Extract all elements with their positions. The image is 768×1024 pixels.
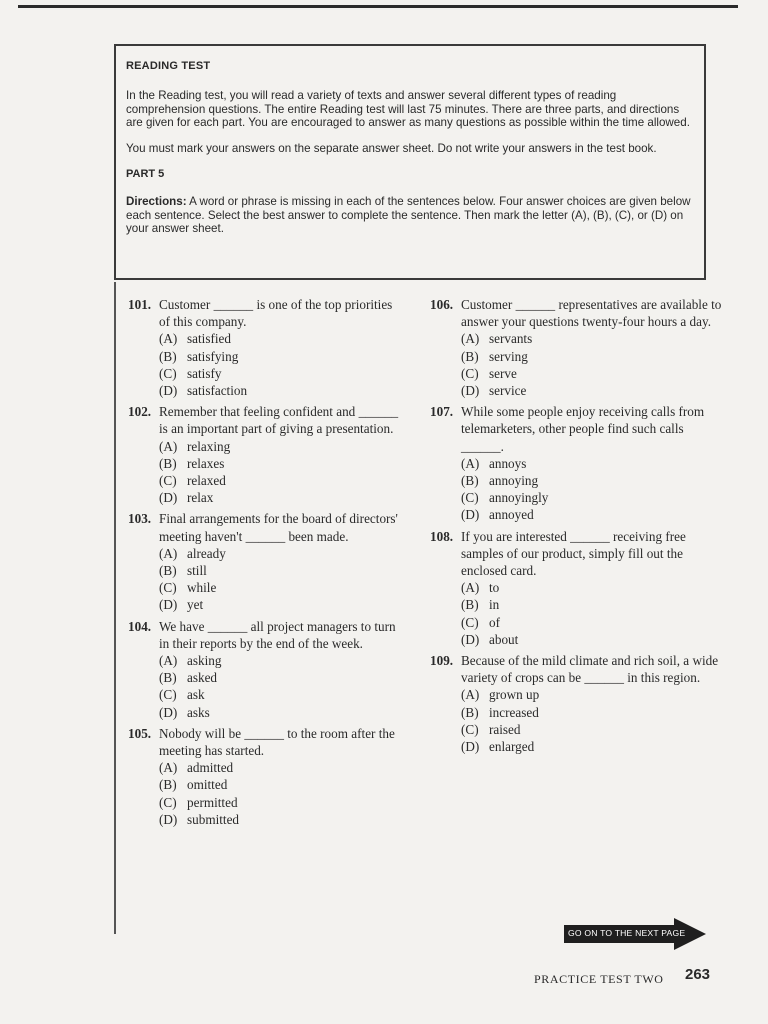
option-letter: (A) bbox=[159, 760, 178, 776]
option bbox=[159, 776, 406, 793]
option-text: service bbox=[489, 383, 527, 399]
option bbox=[159, 652, 406, 669]
option-text: annoyed bbox=[489, 507, 534, 523]
option bbox=[159, 686, 406, 703]
option bbox=[159, 579, 406, 596]
option bbox=[461, 614, 726, 631]
option-letter: (B) bbox=[159, 777, 177, 793]
option-text: serving bbox=[489, 348, 528, 364]
option-text: annoyingly bbox=[489, 490, 549, 506]
option-text: annoying bbox=[489, 473, 539, 489]
answer-options bbox=[461, 686, 726, 755]
option-letter: (A) bbox=[461, 331, 480, 347]
question-107 bbox=[430, 403, 726, 523]
option-text: relax bbox=[187, 490, 214, 506]
option bbox=[461, 472, 726, 489]
directions-label: Directions: bbox=[126, 194, 187, 208]
next-page-label: GO ON TO THE NEXT PAGE bbox=[568, 928, 686, 938]
option bbox=[461, 631, 726, 648]
option bbox=[159, 562, 406, 579]
question-105 bbox=[128, 725, 406, 828]
option-letter: (D) bbox=[159, 704, 178, 720]
question-101 bbox=[128, 296, 406, 399]
option bbox=[461, 686, 726, 703]
question-106 bbox=[430, 296, 726, 399]
option-letter: (C) bbox=[461, 365, 479, 381]
option-letter: (A) bbox=[461, 580, 480, 596]
option-text: already bbox=[187, 545, 226, 561]
option bbox=[159, 455, 406, 472]
option bbox=[159, 811, 406, 828]
option bbox=[159, 704, 406, 721]
answer-options bbox=[461, 330, 726, 399]
answer-options bbox=[159, 545, 406, 614]
option-text: increased bbox=[489, 704, 539, 720]
option-letter: (A) bbox=[159, 653, 178, 669]
option-text: enlarged bbox=[489, 739, 535, 755]
question-104 bbox=[128, 618, 406, 721]
option bbox=[159, 545, 406, 562]
question-stem: Nobody will be ______ to the room after the meeting has started. bbox=[159, 725, 395, 759]
questions-column-left bbox=[128, 296, 406, 832]
option-text: in bbox=[489, 597, 500, 613]
option-letter: (B) bbox=[159, 670, 177, 686]
option-letter: (B) bbox=[159, 455, 177, 471]
option-letter: (D) bbox=[159, 383, 178, 399]
option bbox=[159, 365, 406, 382]
option-letter: (A) bbox=[159, 331, 178, 347]
option-letter: (A) bbox=[461, 687, 480, 703]
option-letter: (C) bbox=[159, 580, 177, 596]
question-stem: Customer ______ representatives are available to answer your questions twenty-four hours a day. bbox=[461, 297, 722, 330]
question-stem: We have ______ all project managers to turn in their reports by the end of the week. bbox=[159, 618, 396, 651]
option-text: relaxed bbox=[187, 473, 226, 489]
answer-options bbox=[159, 438, 406, 507]
option-letter: (C) bbox=[159, 473, 177, 489]
option-text: about bbox=[489, 631, 519, 647]
option-text: satisfaction bbox=[187, 383, 248, 399]
option-letter: (D) bbox=[461, 631, 480, 647]
option-text: asks bbox=[187, 704, 210, 720]
option-text: relaxes bbox=[187, 455, 225, 471]
option-text: yet bbox=[187, 597, 204, 613]
option bbox=[461, 348, 726, 365]
option-letter: (B) bbox=[461, 473, 479, 489]
option-text: still bbox=[187, 563, 207, 579]
option bbox=[159, 330, 406, 347]
question-stem: Customer ______ is one of the top priorities of this company. bbox=[159, 297, 393, 330]
question-number: 106. bbox=[430, 297, 454, 312]
option-letter: (C) bbox=[461, 614, 479, 630]
question-102 bbox=[128, 403, 406, 506]
option bbox=[461, 738, 726, 755]
directions-text: A word or phrase is missing in each of the sentences below. Four answer choices are given below each sentence. Select the best answer to complete the sentence. Then mark the letter (A), (B), (C), or (D) on your answer sheet. bbox=[126, 194, 691, 236]
option bbox=[159, 382, 406, 399]
option bbox=[159, 489, 406, 506]
part-title: PART 5 bbox=[126, 167, 165, 180]
answer-options bbox=[159, 759, 406, 828]
option-letter: (D) bbox=[159, 490, 178, 506]
left-margin-rule bbox=[114, 282, 116, 934]
question-stem: Final arrangements for the board of directors' meeting haven't ______ been made. bbox=[159, 511, 398, 544]
question-number: 104. bbox=[128, 618, 152, 634]
option-letter: (C) bbox=[461, 721, 479, 737]
option-letter: (D) bbox=[159, 811, 178, 827]
question-stem: If you are interested ______ receiving free samples of our product, simply fill out the enclosed card. bbox=[461, 528, 686, 579]
question-number: 107. bbox=[430, 404, 454, 420]
option-text: satisfying bbox=[187, 348, 239, 364]
question-stem: Because of the mild climate and rich soil, a wide variety of crops can be ______ in this region. bbox=[461, 653, 719, 686]
option bbox=[461, 704, 726, 721]
option-letter: (A) bbox=[461, 455, 480, 471]
directions-paragraph bbox=[126, 195, 694, 236]
question-stem: Remember that feeling confident and ______ is an important part of giving a presentation. bbox=[159, 404, 399, 437]
option-text: serve bbox=[489, 365, 517, 381]
option-letter: (B) bbox=[461, 597, 479, 613]
option-text: satisfy bbox=[187, 365, 222, 381]
option-letter: (B) bbox=[461, 704, 479, 720]
page-number: 263 bbox=[685, 966, 711, 983]
option bbox=[461, 455, 726, 472]
option bbox=[461, 579, 726, 596]
option bbox=[461, 489, 726, 506]
answer-options bbox=[159, 652, 406, 721]
option bbox=[159, 794, 406, 811]
option bbox=[159, 472, 406, 489]
option bbox=[461, 506, 726, 523]
option-letter: (D) bbox=[159, 597, 178, 613]
top-rule bbox=[18, 5, 738, 8]
option-text: asking bbox=[187, 653, 222, 669]
option-letter: (D) bbox=[461, 383, 480, 399]
question-number: 105. bbox=[128, 725, 152, 741]
option bbox=[461, 382, 726, 399]
intro-paragraph: In the Reading test, you will read a variety of texts and answer several different types of reading comprehension questions. The entire Reading test will last 75 minutes. There are three parts, and directions are given for each part. You are encouraged to answer as many questions as possible within the time allowed. bbox=[126, 88, 690, 130]
option-text: ask bbox=[187, 687, 205, 703]
option bbox=[159, 596, 406, 613]
option bbox=[159, 438, 406, 455]
option bbox=[461, 596, 726, 613]
option-text: annoys bbox=[489, 455, 527, 471]
question-number: 109. bbox=[430, 653, 454, 669]
option-letter: (C) bbox=[159, 687, 177, 703]
option bbox=[159, 759, 406, 776]
footer-test-label: PRACTICE TEST TWO bbox=[534, 972, 664, 986]
option bbox=[159, 348, 406, 365]
answer-options bbox=[159, 330, 406, 399]
option-text: to bbox=[489, 580, 500, 596]
option-text: admitted bbox=[187, 760, 234, 776]
question-109 bbox=[430, 652, 726, 755]
question-number: 103. bbox=[128, 511, 152, 527]
option-letter: (A) bbox=[159, 545, 178, 561]
option-letter: (B) bbox=[159, 563, 177, 579]
option-text: servants bbox=[489, 331, 533, 347]
answer-options bbox=[461, 579, 726, 648]
option-text: satisfied bbox=[187, 331, 231, 347]
question-number: 102. bbox=[128, 404, 152, 420]
option bbox=[461, 330, 726, 347]
option-text: relaxing bbox=[187, 438, 231, 454]
option-text: raised bbox=[489, 721, 521, 737]
option-text: submitted bbox=[187, 811, 240, 827]
option bbox=[159, 669, 406, 686]
next-page-arrow bbox=[564, 918, 708, 950]
option-letter: (C) bbox=[159, 365, 177, 381]
question-108 bbox=[430, 528, 726, 648]
option bbox=[461, 365, 726, 382]
question-number: 108. bbox=[430, 528, 454, 544]
questions-column-right bbox=[430, 296, 726, 759]
option-letter: (C) bbox=[461, 490, 479, 506]
option-text: asked bbox=[187, 670, 218, 686]
option-letter: (A) bbox=[159, 438, 178, 454]
option-letter: (B) bbox=[159, 348, 177, 364]
instructions-box bbox=[114, 44, 706, 280]
question-103 bbox=[128, 510, 406, 613]
option-text: grown up bbox=[489, 687, 540, 703]
option-text: omitted bbox=[187, 777, 228, 793]
option-text: permitted bbox=[187, 794, 238, 810]
question-stem: While some people enjoy receiving calls from telemarketers, other people find such calls ______. bbox=[461, 404, 705, 454]
option-letter: (D) bbox=[461, 739, 480, 755]
section-title: READING TEST bbox=[126, 60, 211, 72]
option-text: of bbox=[489, 614, 500, 630]
option-letter: (D) bbox=[461, 507, 480, 523]
option-letter: (B) bbox=[461, 348, 479, 364]
option-letter: (C) bbox=[159, 794, 177, 810]
question-number: 101. bbox=[128, 297, 152, 312]
option bbox=[461, 721, 726, 738]
answer-sheet-note: You must mark your answers on the separate answer sheet. Do not write your answers in the test book. bbox=[126, 142, 657, 156]
option-text: while bbox=[187, 580, 217, 596]
answer-options bbox=[461, 455, 726, 524]
